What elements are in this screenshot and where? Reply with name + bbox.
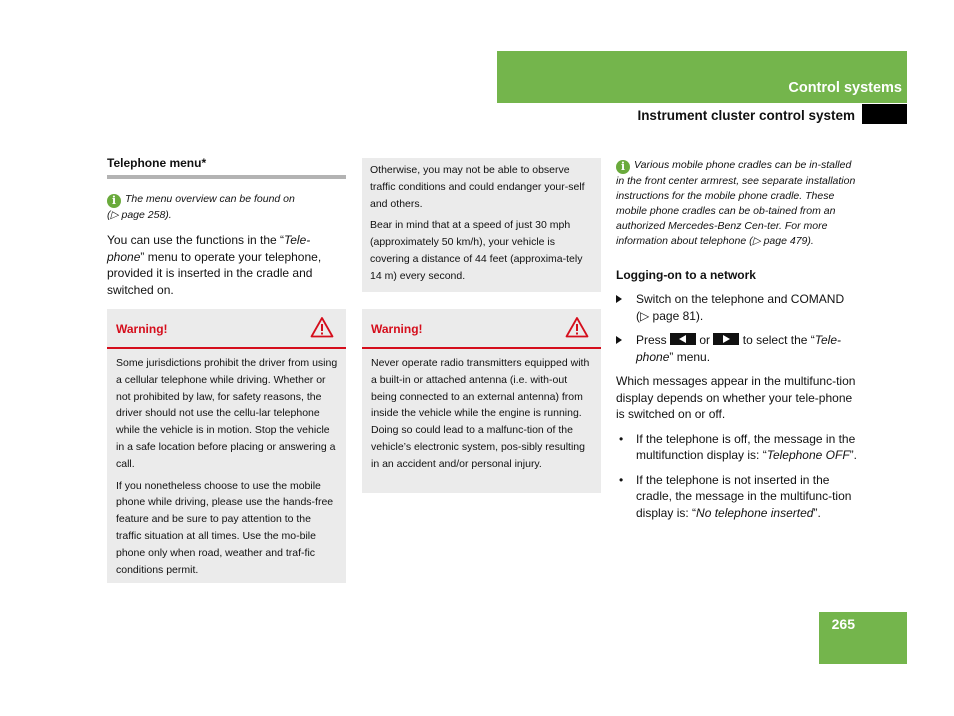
intro-paragraph: You can use the functions in the “Tele-phone” menu to operate your telephone, provided it is inserted in the cradle and switched on. [107,233,322,297]
subsection-title: Instrument cluster control system [637,108,855,123]
column-1 [107,156,346,298]
warning-header [107,309,346,349]
step-arrow-icon [616,336,622,344]
page-number: 265 [831,616,855,632]
step-item: Press or to select the “Tele-phone” menu. [616,332,860,365]
right-arrow-button-icon [713,333,739,345]
continued-warning-box [362,158,601,292]
info-icon: i [107,194,121,208]
info-note: i The menu overview can be found on (▷ page 258). [107,193,295,221]
warning-box-1 [107,309,346,583]
bullet-dot-icon: • [619,431,624,446]
step-item: Switch on the telephone and COMAND (▷ page 81). [616,291,860,324]
column-3 [616,158,860,521]
warning-box-2 [362,309,601,493]
step-arrow-icon [616,295,622,303]
warning-header [362,309,601,349]
warning-paragraph: Some jurisdictions prohibit the driver from using a cellular telephone while driving. Whether or not prohibited by law, for safety reasons, the driver should not use the cellu-lar telephone while the vehicle is in motion. Stop the vehicle in a safe location before placing or answering a call. [116,357,338,470]
bullet-dot-icon: • [619,472,624,487]
warning-paragraph: Never operate radio transmitters equipped with a built-in or attached antenna (i.e. with-out being connected to an external antenna) from inside the vehicle while the engine is running. Doing so could lead to a malfunc-tion of the vehicle’s electronic system, pos-sibly resulting in an accident and/or personal injury. [371,357,590,470]
bullet-item: • If the telephone is not inserted in the cradle, the message in the multifunc-tion display is: “No telephone inserted”. [619,472,852,520]
continued-paragraph: Otherwise, you may not be able to observe traffic conditions and could endanger your-self and others. [370,164,585,210]
warning-label: Warning! [116,322,168,336]
info-icon: i [616,160,630,174]
page-reference: (▷ page 258). [107,209,172,221]
speed-paragraph: Bear in mind that at a speed of just 30 mph (approximately 50 km/h), your vehicle is covering a distance of 44 feet (approxima-tely 14 m) every second. [370,219,583,282]
logging-on-heading: Logging-on to a network [616,268,756,282]
telephone-menu-heading: Telephone menu* [107,156,207,170]
section-title: Control systems [788,80,902,96]
section-tab-marker [862,104,907,124]
warning-label: Warning! [371,322,423,336]
left-arrow-button-icon [670,333,696,345]
warning-paragraph: If you nonetheless choose to use the mobile phone while driving, please use the hands-free feature and be sure to pay attention to the traffic situation at all times. Use the mo-bile phone only when road, weather and traf-fic conditions permit. [116,479,334,576]
info-note: i Various mobile phone cradles can be in-stalled in the front center armrest, see separate installation instructions for the mobile phone cradle. These mobile phone cradles can be ob-tained from an authorized Mercedes-Benz Cen-ter. For more information about telephone (▷ page 479). [616,159,856,247]
messages-paragraph: Which messages appear in the multifunc-tion display depends on whether your tele-phone is switched on or off. [616,374,856,421]
warning-triangle-icon [565,316,589,338]
bullet-item: • If the telephone is off, the message in the multifunction display is: “Telephone OFF”. [619,431,858,462]
warning-triangle-icon [310,316,334,338]
heading-rule [107,175,346,179]
